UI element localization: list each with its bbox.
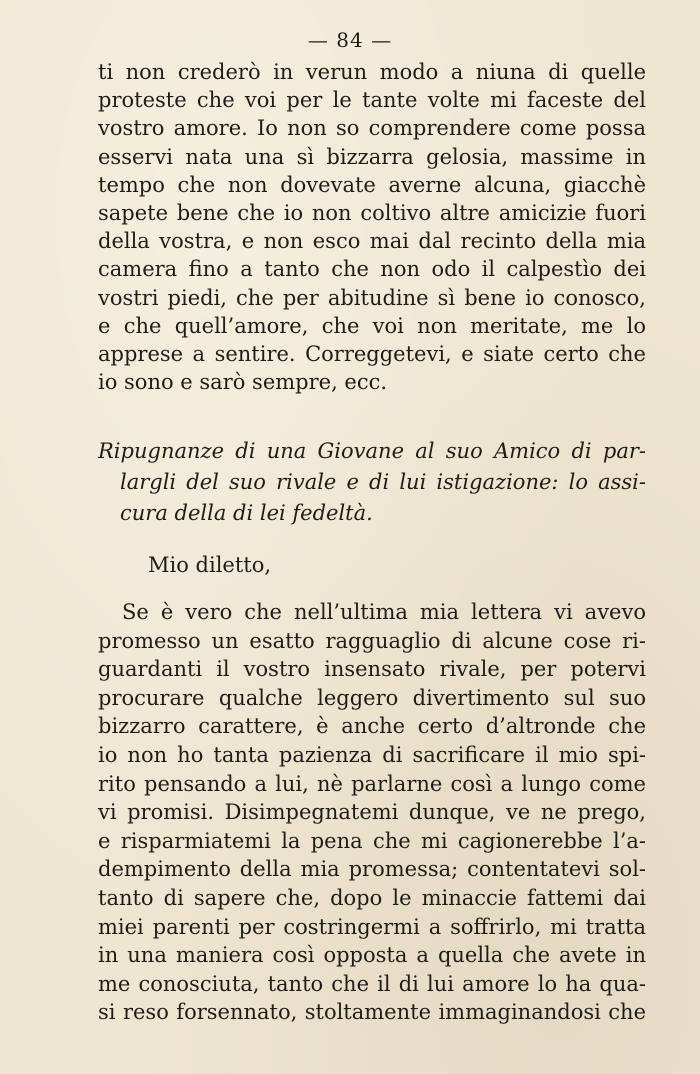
text-line: promesso un esatto ragguaglio di alcune cose ri- <box>98 628 646 653</box>
text-line: vostro amore. Io non so comprendere come possa <box>98 116 646 141</box>
heading-line: Ripugnanze di una Giovane al suo Amico di par- <box>98 439 646 463</box>
text-line: me conosciuta, tanto che il di lui amore lo ha qua- <box>98 971 646 996</box>
page-number: — 84 — <box>307 28 393 52</box>
heading-line: largli del suo rivale e di lui istigazione: lo assi- <box>120 470 646 494</box>
heading-line: cura della di lei fedeltà. <box>120 501 373 525</box>
text-line: camera fino a tanto che non odo il calpestìo dei <box>98 257 646 282</box>
text-line: bizzarro carattere, è anche certo d’altronde che <box>98 714 646 739</box>
text-line: vostri piedi, che per abitudine sì bene io conosco, <box>98 285 646 310</box>
text-line: guardanti il vostro insensato rivale, per potervi <box>98 657 646 682</box>
text-line: tempo che non dovevate averne alcuna, giacchè <box>98 172 646 197</box>
paragraph-1 <box>98 58 646 396</box>
text-line: vi promisi. Disimpegnatemi dunque, ve ne prego, <box>98 800 646 825</box>
text-line: proteste che voi per le tante volte mi faceste del <box>98 88 646 113</box>
letter-heading <box>98 436 646 529</box>
paragraph-2 <box>98 598 646 1027</box>
text-line: esservi nata una sì bizzarra gelosia, massime in <box>98 144 646 169</box>
text-line: e risparmiatemi la pena che mi cagionerebbe l’a- <box>98 828 646 853</box>
text-line: io non ho tanta pazienza di sacrificare il mio spi- <box>98 742 646 767</box>
text-line: della vostra, e non esco mai dal recinto della mia <box>98 229 646 254</box>
text-line: in una maniera così opposta a quella che avete in <box>98 943 646 968</box>
text-line: si reso forsennato, stoltamente immaginandosi che <box>98 1000 646 1025</box>
text-line: e che quell’amore, che voi non meritate, me lo <box>98 313 646 338</box>
text-line: Se è vero che nell’ultima mia lettera vi avevo <box>122 600 646 624</box>
text-line: apprese a sentire. Correggetevi, e siate certo che <box>98 341 646 366</box>
text-line: tanto di sapere che, dopo le minaccie fattemi dai <box>98 885 646 910</box>
text-line: io sono e sarò sempre, ecc. <box>98 370 388 395</box>
text-line: sapete bene che io non coltivo altre amicizie fuori <box>98 200 646 225</box>
text-line: procurare qualche leggero divertimento sul suo <box>98 685 646 710</box>
text-line: ti non crederò in verun modo a niuna di quelle <box>98 60 646 84</box>
text-line: rito pensando a lui, nè parlarne così a lungo come <box>98 771 646 796</box>
text-line: miei parenti per costringermi a soffrirlo, mi tratta <box>98 914 646 939</box>
salutation: Mio diletto, <box>148 553 272 577</box>
text-line: dempimento della mia promessa; contentatevi sol- <box>98 857 646 882</box>
